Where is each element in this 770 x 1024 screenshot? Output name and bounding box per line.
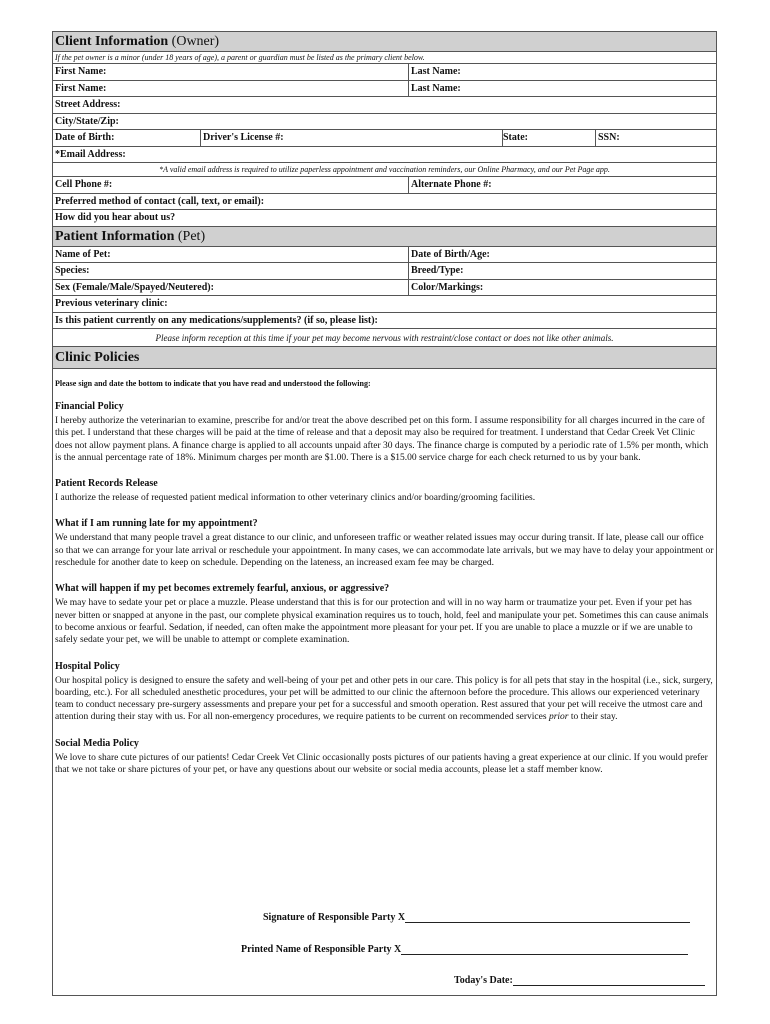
pet-dob-field[interactable]: Date of Birth/Age: (411, 248, 490, 260)
state-field[interactable]: State: (503, 130, 596, 146)
client-name-row-1 (52, 63, 717, 80)
alternate-phone-field[interactable]: Alternate Phone #: (411, 179, 492, 190)
printed-name-line[interactable]: Printed Name of Responsible Party X (241, 944, 688, 955)
first-name-field[interactable]: First Name: (53, 64, 409, 80)
phone-row (52, 176, 717, 193)
pet-name-field[interactable]: Name of Pet: (53, 247, 409, 263)
sex-row (52, 279, 717, 296)
minor-note: If the pet owner is a minor (under 18 years of age), a parent or guardian must be listed as the primary client below. (52, 51, 717, 63)
policy-text: We may have to sedate your pet or place a muzzle. Please understand that this is for our protection and will in no way harm or traumatize your pet. Even if your pet has never bitten or snapped at anyone in the past, our complete physical examination requires us to touch, hold, feel and manipulate your pet. Sometimes this can cause animals to become anxious or fearful. Sedation, if needed, can often make the appointment more pleasant for your pet. If you are unable to place a muzzle or if we are unable to safely sedate your pet, we will be unable to attempt or complete examination. (55, 598, 709, 646)
policy-title: What if I am running late for my appointment? (55, 518, 258, 530)
policy-text: We love to share cute pictures of our patients! Cedar Creek Vet Clinic occasionally posts pictures of our patients having a great experience at our clinic. If you would prefer that we not take or share pictures of your pet, or have any questions about our website or social media accounts, please let a staff member know. (55, 752, 708, 776)
intake-form (52, 31, 717, 996)
nervous-note: Please inform reception at this time if your pet may become nervous with restraint/close contact or does not like other animals. (52, 328, 717, 346)
last-name-field-2[interactable]: Last Name: (411, 82, 461, 94)
date-line[interactable]: Today's Date: (454, 975, 705, 986)
dob-row (52, 129, 717, 146)
policy-text: Our hospital policy is designed to ensure the safety and well-being of your pet and other pets in our care. This policy is for all pets that stay in the hospital (i.e., sick, surgery, boarding, etc.). For all scheduled anesthetic procedures, your pet will be admitted to our clinic the afternoon before the procedure. This allows our experienced veterinary team to conduct necessary pre-surgery assessments and prepare your pet for a successful and smooth operation. Rest assured that your pet will receive the utmost care and attention during their stay with us. For all non-emergency procedures, we require patients to be current on recommended services prior to their stay. (55, 675, 713, 723)
medications-field[interactable]: Is this patient currently on any medications/supplements? (if so, please list): (55, 314, 378, 326)
contact-method-field[interactable]: Preferred method of contact (call, text, or email): (55, 195, 265, 207)
email-row (52, 146, 717, 163)
policies-intro: Please sign and date the bottom to indicate that you have read and understood the following: (55, 379, 371, 388)
hear-row (52, 209, 717, 226)
breed-field[interactable]: Breed/Type: (411, 265, 464, 276)
previous-clinic-field[interactable]: Previous veterinary clinic: (55, 298, 168, 309)
contact-method-row (52, 193, 717, 210)
policies-section-heading: Clinic Policies (52, 346, 717, 368)
sex-field[interactable]: Sex (Female/Male/Spayed/Neutered): (53, 280, 409, 296)
policy-title: Financial Policy (55, 401, 124, 412)
color-field[interactable]: Color/Markings: (411, 281, 484, 293)
species-field[interactable]: Species: (53, 263, 409, 279)
signature-line[interactable]: Signature of Responsible Party X (263, 912, 690, 923)
hear-about-field[interactable]: How did you hear about us? (55, 212, 176, 223)
policy-title: Social Media Policy (55, 737, 139, 749)
city-row (52, 113, 717, 130)
last-name-field[interactable]: Last Name: (411, 66, 461, 77)
policy-text: I hereby authorize the veterinarian to examine, prescribe for and/or treat the above described pet on this form. I assume responsibility for all charges incurred in the care of this pet. I understand that these charges will be paid at the time of release and that a deposit may also be required for treatment. I understand that Cedar Creek Vet Clinic does not allow payment plans. A finance charge is applied to all accounts unpaid after 30 days. The finance charge is computed by a periodic rate of 1.5% per month, which is the annual percentage rate of 18%. Minimum charges per month are $1.00. There is a $15.00 service charge for each check returned to us by your bank. (55, 416, 709, 463)
policy-title: Patient Records Release (55, 478, 158, 490)
meds-row (52, 312, 717, 329)
client-dob-field[interactable]: Date of Birth: (53, 130, 201, 146)
policy-text: We understand that many people travel a great distance to our clinic, and unforeseen traffic or weather related issues may occur during transit. If late, please call our office so that we can arrange for your late arrival or reschedule your appointment. In many cases, we can accommodate late arrivals, but we may have to delay your appointment or reschedule for another date to keep on schedule. Depending on the lateness, an increased exam fee may be charged. (55, 533, 714, 569)
pet-name-row (52, 246, 717, 263)
email-note: *A valid email address is required to utilize paperless appointment and vaccination reminders, our Online Pharmacy, and our Pet Page app. (52, 162, 717, 176)
first-name-field-2[interactable]: First Name: (53, 81, 409, 97)
policy-title: What will happen if my pet becomes extremely fearful, anxious, or aggressive? (55, 583, 390, 595)
patient-section-heading: Patient Information (Pet) (52, 226, 717, 246)
species-row (52, 262, 717, 279)
policy-title: Hospital Policy (55, 660, 120, 672)
cell-phone-field[interactable]: Cell Phone #: (53, 177, 409, 193)
license-field[interactable]: Driver's License #: (201, 130, 503, 146)
ssn-field[interactable]: SSN: (598, 132, 620, 143)
street-row (52, 96, 717, 113)
email-field[interactable]: *Email Address: (55, 148, 126, 160)
client-name-row-2 (52, 80, 717, 97)
street-address-field[interactable]: Street Address: (55, 99, 121, 110)
policies-body (52, 368, 717, 996)
prev-clinic-row (52, 295, 717, 312)
client-section-heading: Client Information (Owner) (52, 31, 717, 51)
city-state-zip-field[interactable]: City/State/Zip: (55, 115, 119, 127)
policy-text: I authorize the release of requested patient medical information to other veterinary clinics and/or boarding/grooming facilities. (55, 493, 536, 504)
